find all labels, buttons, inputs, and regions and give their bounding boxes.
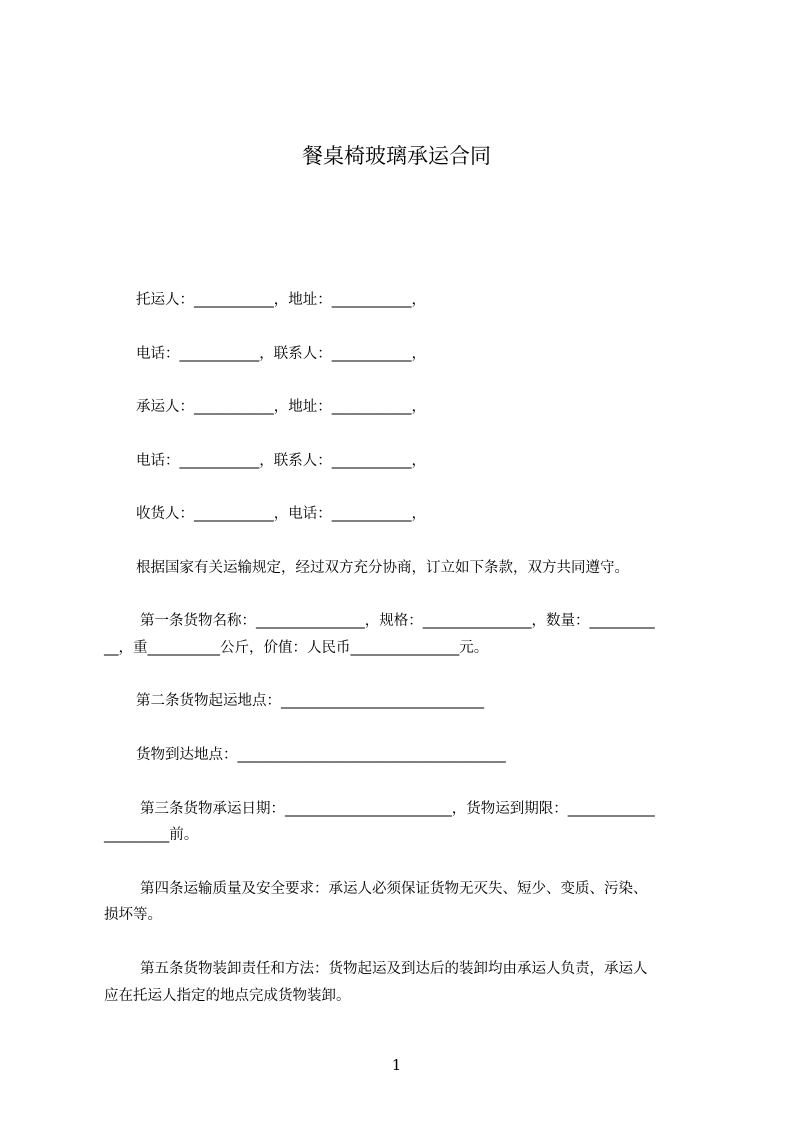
contract-title: 餐桌椅玻璃承运合同	[302, 144, 491, 168]
consignor-line: 托运人：___________，地址：___________，	[136, 292, 426, 308]
consignor-phone-line: 电话：___________，联系人：___________，	[136, 346, 426, 362]
carrier-phone-line: 电话：___________，联系人：___________，	[136, 453, 426, 469]
article-2-line: 第二条货物起运地点：____________________________	[136, 693, 484, 709]
destination-line: 货物到达地点：_____________________________________	[136, 747, 506, 763]
article-4-line-1: 第四条运输质量及安全要求：承运人必须保证货物无灭失、短少、变质、污染、	[140, 881, 648, 897]
article-4-line-2: 损坏等。	[104, 907, 162, 923]
consignee-line: 收货人：___________，电话：___________，	[136, 506, 426, 522]
article-3-line-2: _________前。	[104, 827, 199, 843]
article-1-line-1: 第一条货物名称：_______________，规格：_______________，数量：_________	[140, 613, 655, 629]
page-number: 1	[391, 1056, 402, 1074]
article-5-line-1: 第五条货物装卸责任和方法：货物起运及到达后的装卸均由承运人负责，承运人	[140, 961, 648, 977]
article-1-line-2: __，重__________公斤，价值：人民币_______________元。	[104, 640, 489, 656]
article-3-line-1: 第三条货物承运日期：_______________________，货物运到期限：____________	[140, 801, 655, 817]
preamble-paragraph: 根据国家有关运输规定，经过双方充分协商，订立如下条款，双方共同遵守。	[136, 560, 629, 576]
carrier-line: 承运人：___________，地址：___________，	[136, 399, 426, 415]
article-5-line-2: 应在托运人指定的地点完成货物装卸。	[104, 988, 351, 1004]
